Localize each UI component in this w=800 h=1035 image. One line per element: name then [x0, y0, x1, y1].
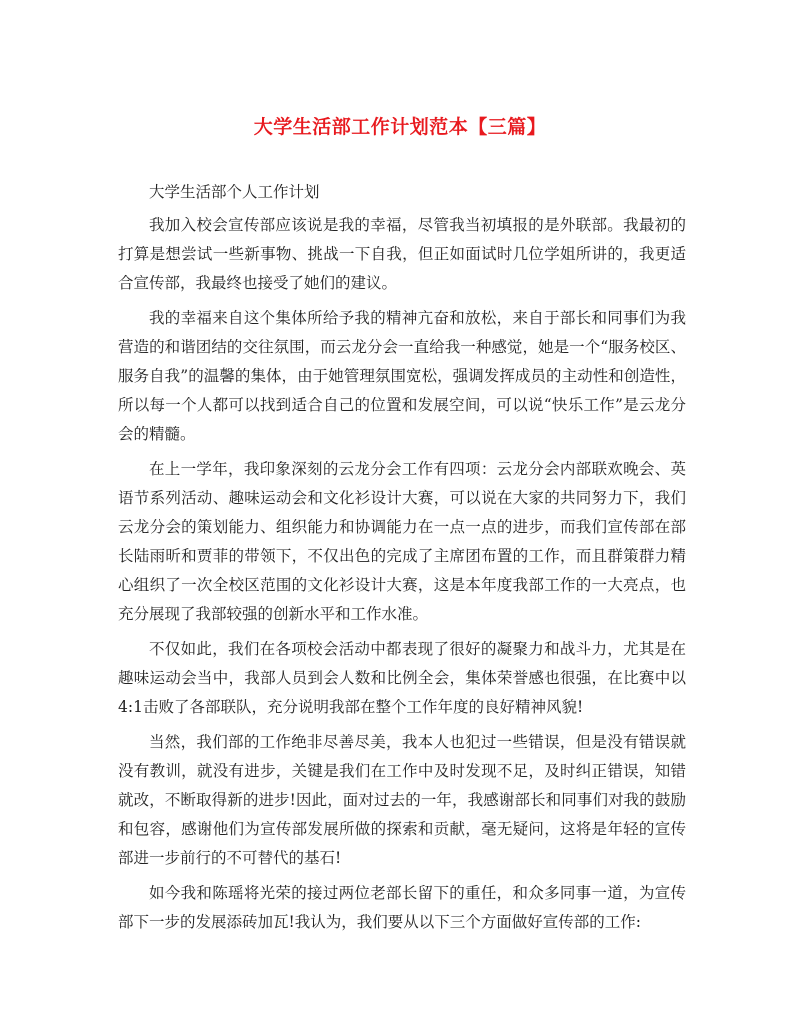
- paragraph-5: 当然，我们部的工作绝非尽善尽美，我本人也犯过一些错误，但是没有错误就没有教训，就没有进步，关键是我们在工作中及时发现不足，及时纠正错误，知错就改，不断取得新的进步!因此，面对过去的一年，我感谢部长和同事们对我的鼓励和包容，感谢他们为宣传部发展所做的探索和贡献，毫无疑问，这将是年轻的宣传部进一步前行的不可替代的基石!: [118, 733, 686, 867]
- paragraph-6: 如今我和陈瑶将光荣的接过两位老部长留下的重任，和众多同事一道，为宣传部下一步的发展添砖加瓦!我认为，我们要从以下三个方面做好宣传部的工作:: [118, 884, 686, 931]
- paragraph-3: 在上一学年，我印象深刻的云龙分会工作有四项：云龙分会内部联欢晚会、英语节系列活动、趣味运动会和文化衫设计大赛，可以说在大家的共同努力下，我们云龙分会的策划能力、组织能力和协调能力在一点一点的进步，而我们宣传部在部长陆雨昕和贾菲的带领下，不仅出色的完成了主席团布置的工作，而且群策群力精心组织了一次全校区范围的文化衫设计大赛，这是本年度我部工作的一大亮点，也充分展现了我部较强的创新水平和工作水准。: [118, 460, 686, 623]
- section-subheading: 大学生活部个人工作计划: [149, 183, 320, 201]
- document-title: 大学生活部工作计划范本【三篇】: [253, 116, 547, 138]
- document-body: [118, 178, 686, 943]
- paragraph-4: 不仅如此，我们在各项校会活动中都表现了很好的凝聚力和战斗力，尤其是在趣味运动会当中，我部人员到会人数和比例全会，集体荣誉感也很强，在比赛中以4:1击败了各部联队，充分说明我部在整个工作年度的良好精神风貌!: [118, 640, 686, 716]
- paragraph-2: 我的幸福来自这个集体所给予我的精神亢奋和放松，来自于部长和同事们为我营造的和谐团结的交往氛围，而云龙分会一直给我一种感觉，她是一个“服务校区、服务自我”的温馨的集体，由于她管理氛围宽松，强调发挥成员的主动性和创造性，所以每一个人都可以找到适合自己的位置和发展空间，可以说“快乐工作”是云龙分会的精髓。: [118, 309, 686, 443]
- paragraph-1: 我加入校会宣传部应该说是我的幸福，尽管我当初填报的是外联部。我最初的打算是想尝试一些新事物、挑战一下自我，但正如面试时几位学姐所讲的，我更适合宣传部，我最终也接受了她们的建议。: [118, 216, 686, 292]
